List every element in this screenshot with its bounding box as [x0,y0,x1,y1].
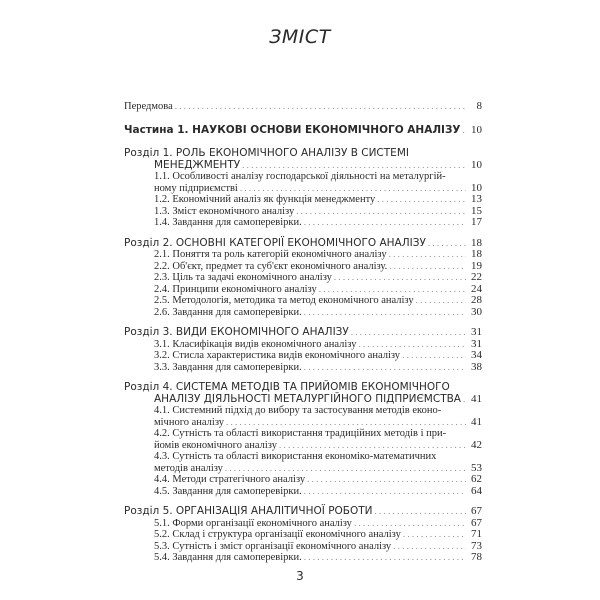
toc-item-line1: 4.1. Системний підхід до вибору та застосування методів еконо- [154,405,442,416]
toc-item [124,261,482,273]
toc-entry-page: 62 [471,473,482,485]
dot-leader [304,486,466,498]
dot-leader [304,217,466,229]
toc-entry-page: 10 [471,123,482,136]
toc-section-label: Розділ 2. ОСНОВНІ КАТЕГОРІЇ ЕКОНОМІЧНОГО АНАЛІЗУ [124,236,426,249]
page-number: 3 [296,569,304,583]
toc-item-label: 1.2. Економічний аналіз як функція менеджменту [154,194,376,205]
toc-item-line2: йомів економічного аналізу [154,439,277,451]
toc-entry-page: 67 [471,516,482,529]
toc-item-label: 5.1. Форми організації економічного аналізу [154,517,352,529]
toc-item [124,272,482,284]
toc-item-label: 2.3. Ціль та задачі економічного аналізу [154,272,332,283]
toc-section-1 [124,148,482,229]
toc-item [124,183,482,195]
toc-item [124,529,482,541]
toc-item-label: 2.6. Завдання для самоперевірки. [154,306,302,318]
dot-leader [428,238,466,250]
dot-leader [319,284,466,296]
table-of-contents [124,101,482,564]
toc-section-title-line1: Розділ 4. СИСТЕМА МЕТОДІВ ТА ПРИЙОМІВ ЕКОНОМІЧНОГО [124,381,450,393]
toc-section-title-line2: АНАЛІЗУ ДІЯЛЬНОСТІ МЕТАЛУРГІЙНОГО ПІДПРИЄМСТВА [154,392,461,405]
toc-section-title [124,238,482,250]
toc-item [124,194,482,206]
dot-leader [279,440,466,452]
toc-item [124,217,482,229]
dot-leader [389,249,466,261]
toc-entry-page: 42 [471,438,482,451]
dot-leader [296,206,466,218]
toc-item-label: 2.1. Поняття та роль категорій економічного аналізу [154,249,387,260]
toc-item-line2: мічного аналізу [154,416,224,428]
toc-item-label: 5.2. Склад і структура організації економічного аналізу [154,529,401,540]
toc-entry-label: Частина 1. НАУКОВІ ОСНОВИ ЕКОНОМІЧНОГО АНАЛІЗУ [124,123,461,136]
toc-item [124,206,482,218]
toc-entry-page: 22 [471,271,482,283]
toc-item [124,362,482,374]
toc-entry-page: 8 [476,100,482,112]
toc-section-5 [124,506,482,564]
toc-entry-page: 15 [471,204,482,217]
toc-item-label: 3.3. Завдання для самоперевірки. [154,361,302,373]
toc-item [124,486,482,498]
toc-item [124,463,482,475]
toc-entry-page: 67 [471,505,482,517]
dot-leader [334,272,466,284]
dot-leader [358,339,466,351]
toc-item-line1: 1.1. Особливості аналізу господарської діяльності на металургій- [154,171,446,182]
toc-item-label: 4.4. Методи стратегічного аналізу [154,474,306,485]
toc-entry-page: 41 [471,415,482,428]
toc-entry-label: Передмова [124,101,173,112]
dot-leader [307,474,466,486]
dot-leader [354,518,466,530]
toc-entry-preface [124,101,482,113]
dot-leader [225,463,466,475]
dot-leader [304,362,466,374]
toc-item-label: 1.4. Завдання для самоперевірки. [154,217,302,228]
toc-section-title [124,506,482,518]
toc-item-line1: 4.2. Сутність та області використання традиційних методів і при- [154,428,447,439]
toc-section-title-line2: МЕНЕДЖМЕНТУ [154,158,241,171]
toc-entry-page: 18 [471,248,482,260]
toc-item-label: 5.4. Завдання для самоперевірки. [154,552,302,563]
dot-leader [226,417,466,429]
toc-section-3 [124,327,482,373]
toc-item [124,474,482,486]
dot-leader [377,194,466,206]
toc-section-4 [124,382,482,497]
toc-entry-page: 71 [471,528,482,540]
toc-entry-page: 38 [471,360,482,373]
dot-leader [351,327,466,339]
toc-section-label: Розділ 3. ВИДИ ЕКОНОМІЧНОГО АНАЛІЗУ [124,326,349,338]
toc-entry-page: 64 [471,484,482,497]
dot-leader [463,394,466,406]
dot-leader [304,552,466,564]
toc-item [124,417,482,429]
toc-section-title-line1: Розділ 1. РОЛЬ ЕКОНОМІЧНОГО АНАЛІЗУ В СИСТЕМІ [124,147,409,159]
dot-leader [416,295,466,307]
toc-item-label: 1.3. Зміст економічного аналізу [154,205,295,217]
toc-item [124,518,482,530]
toc-entry-page: 13 [471,193,482,205]
toc-entry-page: 24 [471,282,482,295]
toc-entry-page: 53 [471,461,482,474]
toc-entry-page: 30 [471,305,482,318]
toc-item-label: 2.5. Методологія, методика та метод економічного аналізу [154,295,414,306]
toc-entry-page: 17 [471,216,482,228]
toc-section-2 [124,238,482,319]
toc-item [124,339,482,351]
toc-item [124,307,482,319]
toc-entry-part-1 [124,125,482,137]
toc-entry-page: 31 [471,326,482,338]
toc-item [124,541,482,553]
dot-leader [240,183,466,195]
toc-section-title [124,327,482,339]
page-title: ЗМІСТ [269,26,331,48]
toc-entry-page: 41 [471,392,482,405]
dot-leader [175,101,466,113]
toc-item-line2: методів аналізу [154,462,223,474]
dot-leader [389,261,466,273]
toc-item [124,295,482,307]
toc-item [124,284,482,296]
toc-entry-page: 28 [471,294,482,306]
toc-entry-page: 78 [471,551,482,563]
dot-leader [242,160,466,172]
toc-item [124,350,482,362]
dot-leader [403,529,466,541]
toc-item-label: 3.1. Класифікація видів економічного аналізу [154,338,357,350]
toc-item-line2: ному підприємстві [154,182,238,194]
dot-leader [393,541,466,553]
toc-item-label: 2.2. Об'єкт, предмет та суб'єкт економічного аналізу. [154,260,388,272]
dot-leader [463,125,466,137]
toc-item-label: 4.5. Завдання для самоперевірки. [154,485,302,497]
toc-entry-page: 73 [471,539,482,552]
dot-leader [402,350,466,362]
toc-item-label: 5.3. Сутність і зміст організації економічного аналізу [154,540,392,552]
toc-item [124,552,482,564]
toc-section-title [124,394,482,406]
toc-item-label: 2.4. Принципи економічного аналізу [154,283,317,295]
toc-item-line1: 4.3. Сутність та області використання економіко-математичних [154,451,437,462]
toc-entry-page: 19 [471,259,482,272]
toc-item [124,249,482,261]
toc-item-label: 3.2. Стисла характеристика видів економічного аналізу [154,350,401,361]
toc-entry-page: 31 [471,337,482,350]
toc-entry-page: 10 [471,158,482,171]
toc-entry-page: 18 [471,236,482,249]
toc-section-title [124,160,482,172]
toc-entry-page: 10 [471,181,482,194]
toc-entry-page: 34 [471,349,482,361]
dot-leader [375,506,466,518]
toc-item [124,440,482,452]
toc-section-label: Розділ 5. ОРГАНІЗАЦІЯ АНАЛІТИЧНОЇ РОБОТИ [124,505,373,517]
dot-leader [304,307,466,319]
